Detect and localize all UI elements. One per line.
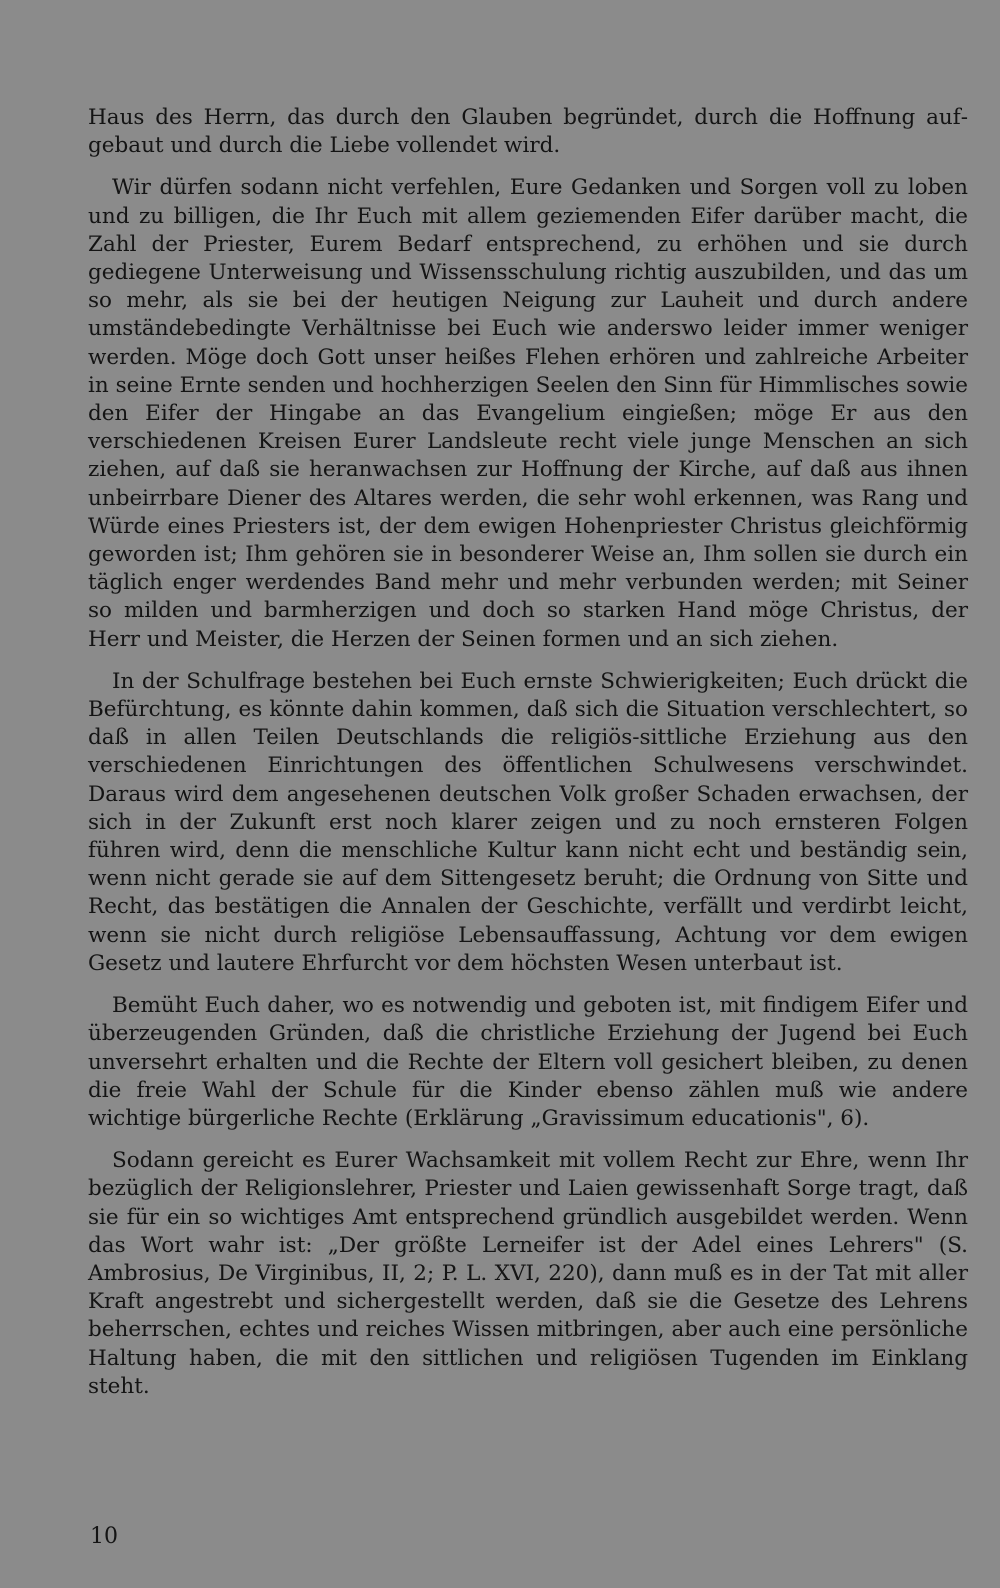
paragraph-3: In der Schulfrage bestehen bei Euch ernste Schwierigkeiten; Euch drückt die Befürchtung, es könnte dahin kommen, daß sich die Situation verschlechtert, so daß in allen Teilen Deutschlands die religiös-sittliche Erziehung aus den verschiedenen Einrichtungen des öffentlichen Schulwesens verschwindet. Daraus wird dem angesehenen deutschen Volk großer Schaden erwachsen, der sich in der Zukunft erst noch klarer zeigen und zu noch ernsteren Folgen führen wird, denn die menschliche Kultur kann nicht echt und beständig sein, wenn nicht gerade sie auf dem Sittengesetz beruht; die Ordnung von Sitte und Recht, das bestätigen die Annalen der Geschichte, verfällt und verdirbt leicht, wenn sie nicht durch religiöse Lebensauffassung, Achtung vor dem ewigen Gesetz und lautere Ehrfurcht vor dem höchsten Wesen unterbaut ist.	[88, 668, 968, 976]
paragraph-4: Bemüht Euch daher, wo es notwendig und geboten ist, mit findigem Eifer und überzeugenden Gründen, daß die christliche Erziehung der Jugend bei Euch unversehrt erhalten und die Rechte der Eltern voll gesichert bleiben, zu denen die freie Wahl der Schule für die Kinder ebenso zählen muß wie andere wichtige bürgerliche Rechte (Erklärung „Gravissimum educationis", 6).	[88, 993, 968, 1131]
paragraph-1: Haus des Herrn, das durch den Glauben begründet, durch die Hoffnung aufgebaut und durch die Liebe vollendet wird.	[88, 105, 968, 159]
page-number: 10	[90, 1524, 118, 1549]
paragraph-2: Wir dürfen sodann nicht verfehlen, Eure Gedanken und Sorgen voll zu loben und zu billigen, die Ihr Euch mit allem geziemenden Eifer darüber macht, die Zahl der Priester, Eurem Bedarf entsprechend, zu erhöhen und sie durch gediegene Unterweisung und Wissensschulung richtig auszubilden, und das um so mehr, als sie bei der heutigen Neigung zur Lauheit und durch andere umständebedingte Verhältnisse bei Euch wie anderswo leider immer weniger werden. Möge doch Gott unser heißes Flehen erhören und zahlreiche Arbeiter in seine Ernte senden und hochherzigen Seelen den Sinn für Himmlisches sowie den Eifer der Hingabe an das Evangelium eingießen; möge Er aus den verschiedenen Kreisen Eurer Landsleute recht viele junge Menschen an sich ziehen, auf daß sie heranwachsen zur Hoffnung der Kirche, auf daß aus ihnen unbeirrbare Diener des Altares werden, die sehr wohl erkennen, was Rang und Würde eines Priesters ist, der dem ewigen Hohenpriester Christus gleichförmig geworden ist; Ihm gehören sie in besonderer Weise an, Ihm sollen sie durch ein täglich enger werdendes Band mehr und mehr verbunden werden; mit Seiner so milden und barmherzigen und doch so starken Hand möge Christus, der Herr und Meister, die Herzen der Seinen formen und an sich ziehen.	[88, 175, 968, 652]
body-text	[88, 104, 968, 1401]
paragraph-5: Sodann gereicht es Eurer Wachsamkeit mit vollem Recht zur Ehre, wenn Ihr bezüglich der Religionslehrer, Priester und Laien gewissenhaft Sorge tragt, daß sie für ein so wichtiges Amt entsprechend gründlich ausgebildet werden. Wenn das Wort wahr ist: „Der größte Lerneifer ist der Adel eines Lehrers" (S. Ambrosius, De Virginibus, II, 2; P. L. XVI, 220), dann muß es in der Tat mit aller Kraft angestrebt und sichergestellt werden, daß sie die Gesetze des Lehrens beherrschen, echtes und reiches Wissen mitbringen, aber auch eine persönliche Haltung haben, die mit den sittlichen und religiösen Tugenden im Einklang steht.	[88, 1148, 968, 1399]
